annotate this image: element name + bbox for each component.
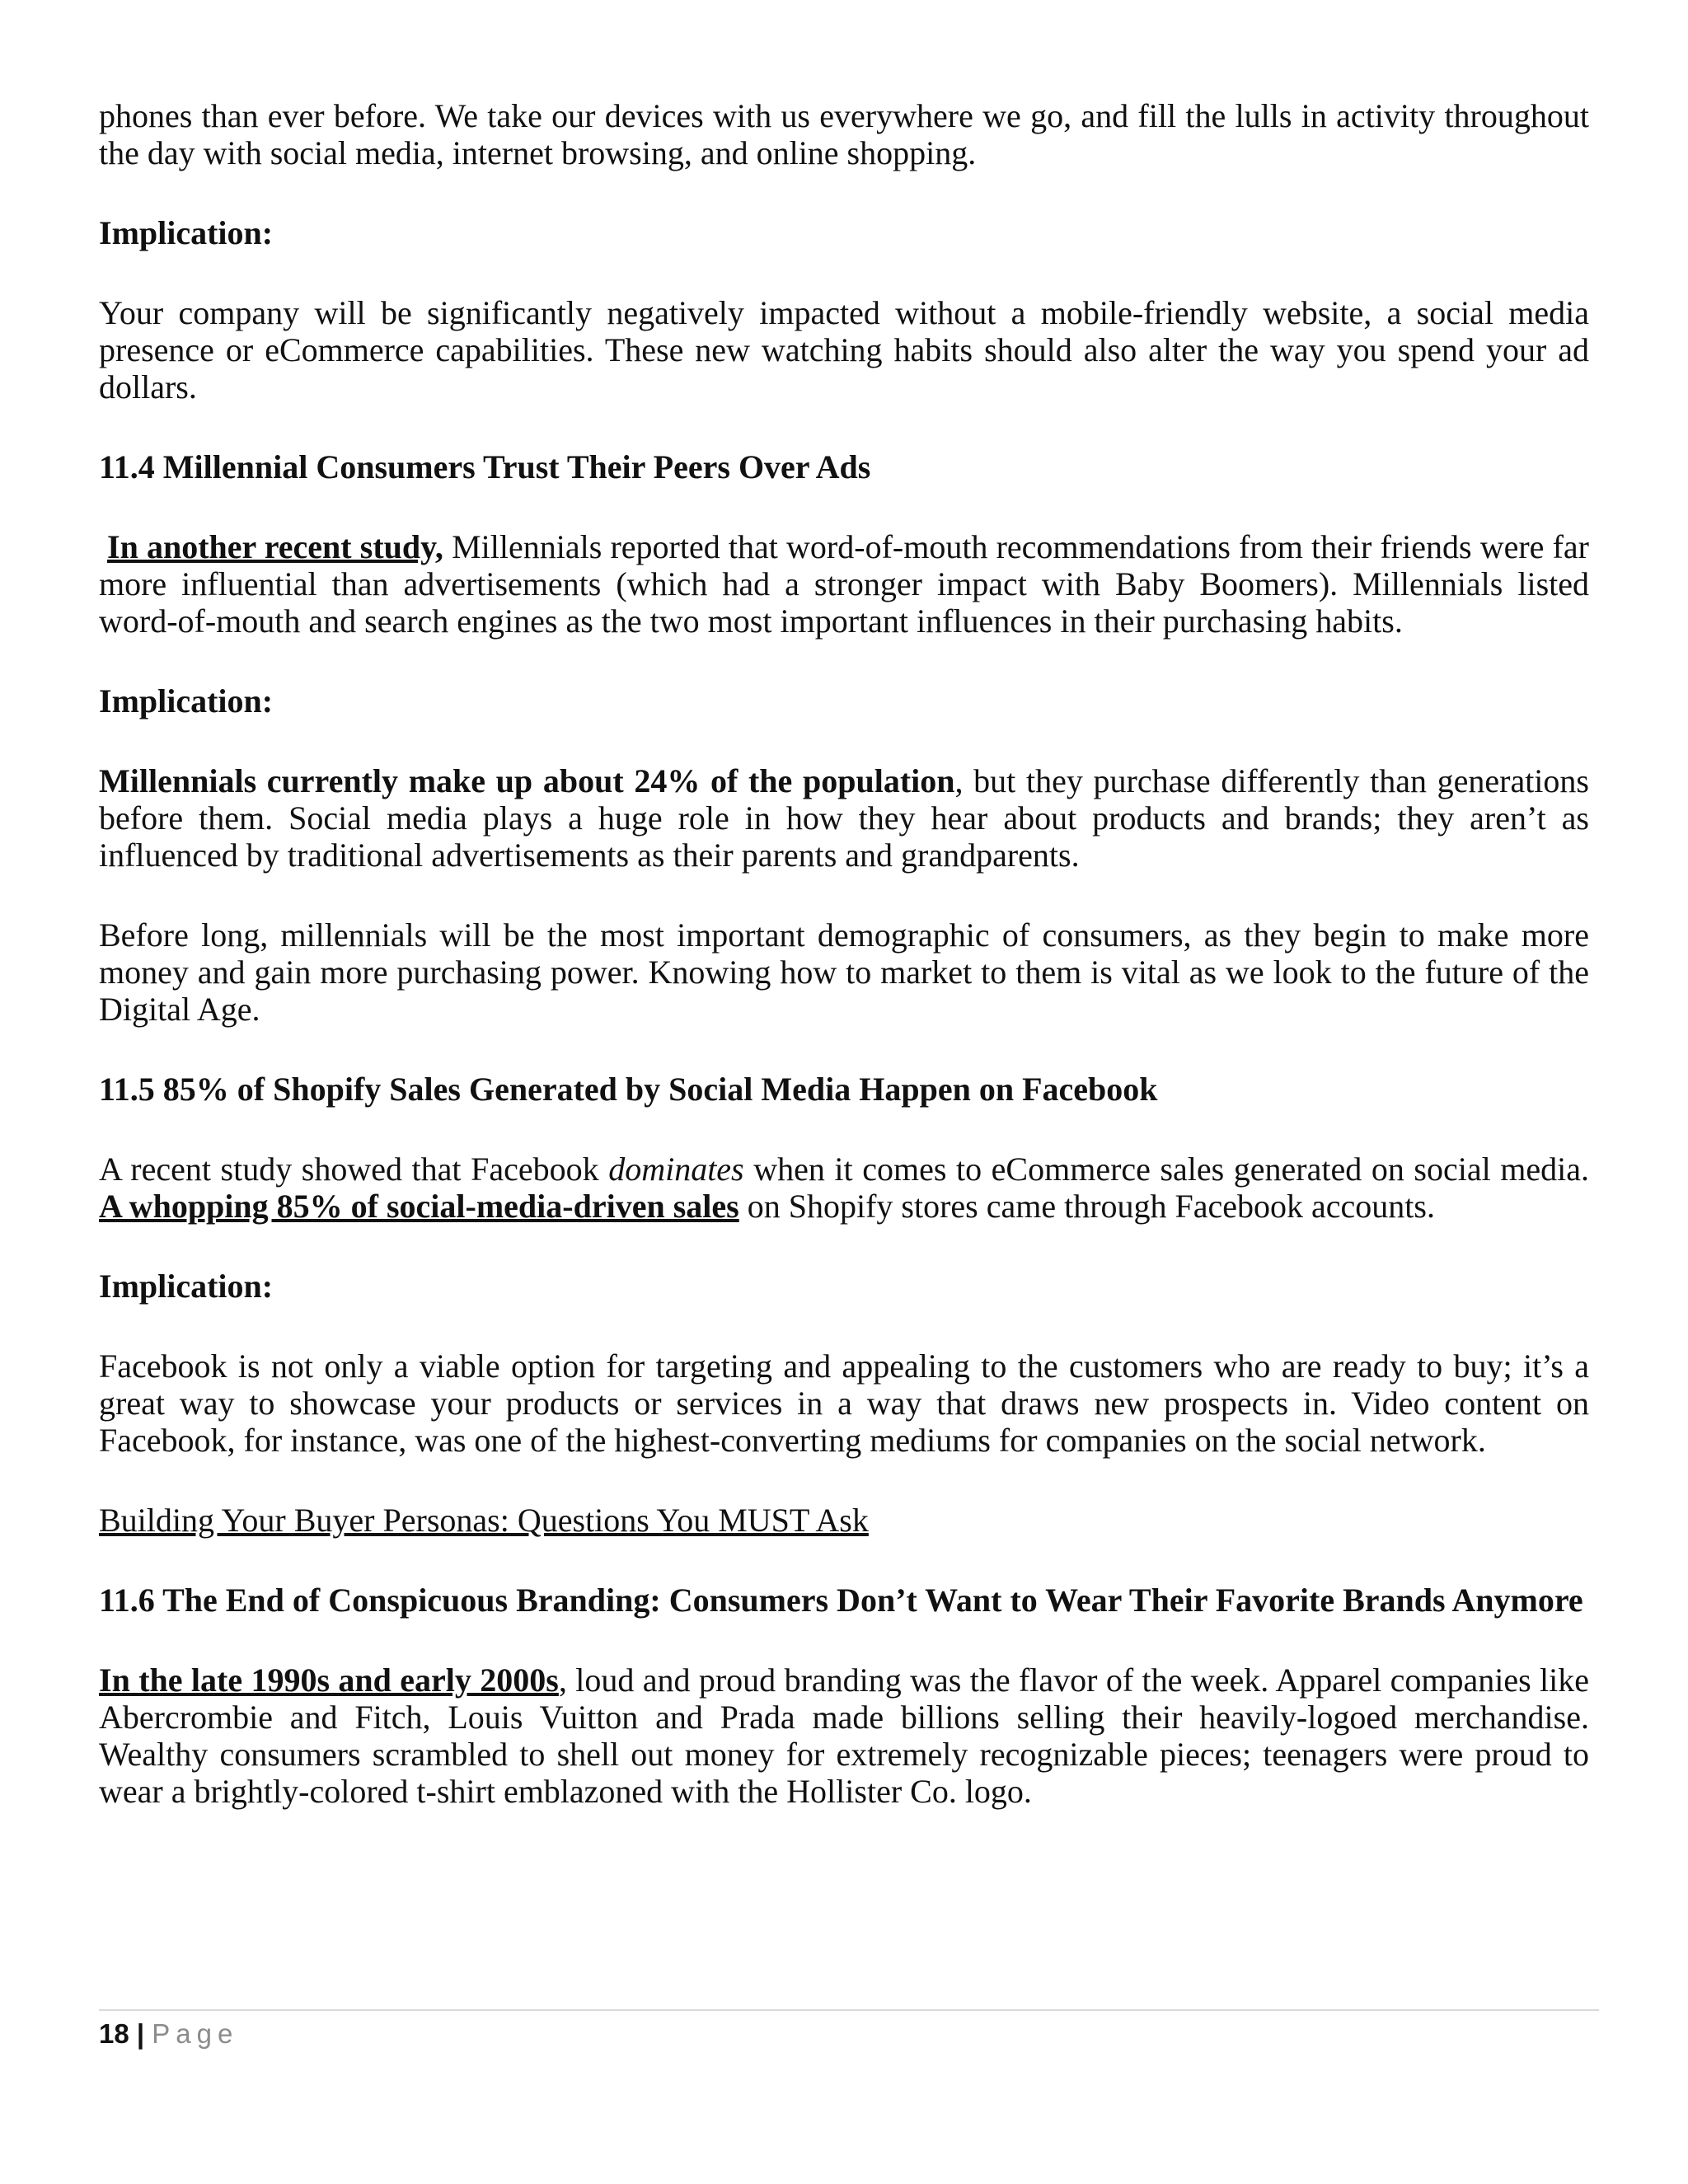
paragraph-facebook-text-a: A recent study showed that Facebook bbox=[99, 1151, 609, 1188]
document-page bbox=[99, 97, 1589, 1810]
section-heading-11-5: 11.5 85% of Shopify Sales Generated by Social Media Happen on Facebook bbox=[99, 1071, 1158, 1108]
footer-divider bbox=[99, 2009, 1599, 2011]
paragraph-conspicuous-branding-text: , loud and proud branding was the flavor of the week. Apparel companies like Abercrombie and Fitch, Louis Vuitton and Prada made billions selling their heavily-logoed merchandise. Wealthy consumers scrambled to shell out money for extremely recognizable pieces; teenagers were proud to wear a brightly-colored t-shirt emblazoned with the Hollister Co. logo. bbox=[99, 1661, 1589, 1810]
paragraph-conspicuous-branding bbox=[99, 1661, 1589, 1810]
paragraph-peers-study-text: Millennials reported that word-of-mouth recommendations from their friends were far more influential than advertisements (which had a stronger impact with Baby Boomers). Millennials listed word-of-mouth and search engines as the two most important influences in their purchasing habits. bbox=[99, 528, 1589, 640]
link-whopping-85[interactable]: A whopping 85% of social-media-driven sales bbox=[99, 1188, 739, 1225]
italic-dominates: dominates bbox=[608, 1151, 744, 1188]
paragraph-facebook-viable: Facebook is not only a viable option for targeting and appealing to the customers who are ready to buy; it’s a great way to showcase your products or services in a way that draws new prospects in. Video content on Facebook, for instance, was one of the highest-converting mediums for companies on the social network. bbox=[99, 1347, 1589, 1459]
footer-separator: | bbox=[136, 2018, 145, 2049]
bold-population-stat: Millennials currently make up about 24% of the population bbox=[99, 762, 955, 799]
paragraph-facebook-text-c: on Shopify stores came through Facebook accounts. bbox=[738, 1188, 1435, 1225]
paragraph-purchasing-power: Before long, millennials will be the most important demographic of consumers, as they begin to make more money and gain more purchasing power. Knowing how to market to them is vital as we look to the future of the Digital Age. bbox=[99, 916, 1589, 1028]
paragraph-facebook-dominates bbox=[99, 1151, 1589, 1225]
link-buyer-personas[interactable]: Building Your Buyer Personas: Questions You MUST Ask bbox=[99, 1502, 869, 1539]
page-label: Page bbox=[152, 2018, 239, 2049]
link-late-1990s[interactable]: In the late 1990s and early 2000s bbox=[99, 1661, 559, 1699]
paragraph-facebook-text-b: when it comes to eCommerce sales generated on social media. bbox=[743, 1151, 1589, 1188]
section-heading-11-4: 11.4 Millennial Consumers Trust Their Peers Over Ads bbox=[99, 448, 871, 485]
paragraph-millennials-population-text: , but they purchase differently than generations before them. Social media plays a huge role in how they hear about products and brands; they aren’t as influenced by traditional advertisements as their parents and grandparents. bbox=[99, 762, 1589, 874]
section-heading-11-6: 11.6 The End of Conspicuous Branding: Consumers Don’t Want to Wear Their Favorite Brands Anymore bbox=[99, 1582, 1583, 1619]
paragraph-mobile-impact: Your company will be significantly negatively impacted without a mobile-friendly website, a social media presence or eCommerce capabilities. These new watching habits should also alter the way you spend your ad dollars. bbox=[99, 294, 1589, 405]
paragraph-devices: phones than ever before. We take our devices with us everywhere we go, and fill the lulls in activity throughout the day with social media, internet browsing, and online shopping. bbox=[99, 97, 1589, 171]
link-recent-study[interactable]: In another recent study, bbox=[107, 528, 443, 565]
implication-heading-3: Implication: bbox=[99, 1268, 274, 1305]
implication-heading-2: Implication: bbox=[99, 682, 274, 719]
page-footer bbox=[99, 2018, 238, 2050]
page-number: 18 bbox=[99, 2018, 129, 2049]
paragraph-millennials-population bbox=[99, 762, 1589, 874]
implication-heading-1: Implication: bbox=[99, 214, 274, 251]
paragraph-peers-study bbox=[99, 528, 1589, 640]
